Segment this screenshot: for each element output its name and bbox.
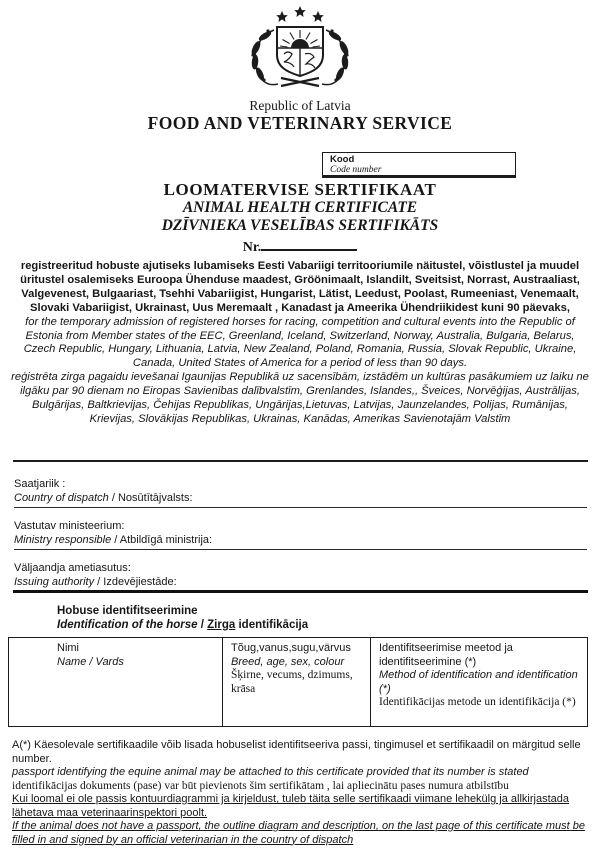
field-label-et: Väljaandja ametiasutus:: [14, 562, 131, 574]
fields-section: [14, 477, 587, 603]
col-breed-et: Tõug,vanus,sugu,värvus: [231, 642, 351, 654]
col-breed-lv: Šķirne, vecums, dzimums, krāsa: [231, 669, 353, 695]
horse-id-heading-sep: /: [197, 618, 208, 631]
field-label-en: Issuing authority: [14, 576, 95, 588]
horse-id-heading-sub: [57, 619, 308, 633]
nr-label: Nr.: [242, 240, 262, 255]
nr-blank-line: [261, 237, 357, 251]
field-label-sep: /: [108, 492, 118, 504]
stars: [276, 6, 323, 22]
preamble-lv: reģistrēta zirga pagaidu ievešanai Igaunijas Republikā uz sacensībām, izstādēm un kultūras pasākumiem uz laiku ne ilgāku par 90 dienam no Eiropas Savienības dalībvalstīm, Grenlandes, Islandes,, Šveices, Norvēģijas, Austrālijas, Bulgārijas, Baltkrievijas, Čehijas Republikas, Ungārijas,Lietuvas, Latvijas, Jaunzelandes, Polijas, Rumānijas, Krievijas, Slovākijas Republikas, Ukrainas, Kanādas, Amerikas Savienotajām Valstīm: [11, 371, 589, 425]
field-fill-line: [14, 533, 587, 550]
field-label-en: Ministry responsible: [14, 534, 112, 546]
footnote-en-passport: passport identifying the equine animal may be attached to this certificate provided that its number is stated: [12, 766, 529, 778]
title-en: ANIMAL HEALTH CERTIFICATE: [182, 199, 418, 216]
agency-title: FOOD AND VETERINARY SERVICE: [147, 113, 453, 133]
field-label-et: Vastutav ministeerium:: [14, 520, 125, 532]
footnote-en-no-passport: If the animal does not have a passport, the outline diagram and description, on the last page of this certificate must be filled in and signed by an official veterinarian in the country of dispatch: [12, 820, 585, 846]
col-name-en: Name / Vards: [57, 655, 124, 668]
field-issuing-authority: [14, 561, 587, 592]
table-header-row: [9, 638, 588, 727]
footnote-et-passport: A(*) Käesolevale sertifikaadile võib lisada hobuselist identifitseeriva passi, tingimusel et sertifikaadil on märgitud selle number.: [12, 739, 581, 765]
col-identification-method: [371, 638, 588, 727]
preamble-en: for the temporary admission of registered horses for racing, competition and cultural events into the Republic of Estonia from Member states of the EEC, Greenland, Iceland, Switzerland, Norway, Australia, Bulgaria, Belarus, Czech Republic, Hungary, Lithuania, Latvia, New Zealand, Poland, Romania, Russia, Slovak Republic, Ukraine, Canada, United States of America for a period of less than 90 days.: [23, 315, 577, 370]
field-label-sep: /: [111, 534, 120, 546]
oak-branch-left: [250, 29, 278, 84]
footnote-lv-passport: identifikācijas dokuments (pase) var būt pievienots šim sertifikātam , lai apliecinātu pases numura atbilstību: [12, 779, 509, 792]
preamble-et: registreeritud hobuste ajutiseks lubamiseks Eesti Vabariigi territooriumile näitustel, võistlustel ja muudel üritustel osalemiseks Euroopa Ühenduse maadest, Gröönimaalt, Islandilt, Sveitsist, Norrast, Austraaliast, Valgevenest, Bulgaariast, Tsehhi Vabariigist, Hungarist, Lätist, Leedust, Poolast, Rumeeniast, Venemaalt, Slovaki Vabariigist, Ukrainast, Uus Meremaalt , Kanadast ja Ameerika Ühendriikidest kuni 90 päevaks,: [20, 260, 580, 314]
field-label-lv: Atbildīgā ministrija:: [119, 534, 213, 546]
oak-branch-right: [322, 29, 350, 84]
field-ministry-responsible: [14, 519, 587, 550]
horse-id-heading-en: Identification of the horse: [57, 618, 198, 631]
horse-id-heading-et: Hobuse identifitseerimine: [57, 605, 198, 617]
horse-id-heading: [57, 605, 308, 632]
section-divider-top: [13, 460, 588, 462]
field-label-lv: Nosūtītājvalsts:: [117, 492, 193, 504]
section-divider-horse-id: [13, 590, 588, 593]
footnotes: [12, 739, 594, 847]
col-name-et: Nimi: [57, 642, 79, 654]
title-block: [0, 181, 600, 256]
title-et: LOOMATERVISE SERTIFIKAAT: [163, 180, 437, 199]
col-name: [9, 638, 223, 727]
field-country-of-dispatch: [14, 477, 587, 508]
horse-id-table: [8, 637, 588, 727]
country-name: Republic of Latvia: [249, 98, 351, 113]
latvia-coat-of-arms-icon: [237, 5, 363, 97]
title-lv: DZĪVNIEKA VESELĪBAS SERTIFIKĀTS: [161, 216, 439, 234]
code-label-et: Kood: [330, 154, 355, 165]
field-label-lv: Izdevējiestāde:: [103, 576, 177, 588]
field-label-et: Saatjariik :: [14, 478, 66, 490]
horse-id-heading-lv-rest: identifikācija: [235, 618, 309, 631]
col-method-lv: Identifikācijas metode un identifikācija (*): [379, 696, 576, 708]
field-fill-line: [14, 491, 587, 508]
code-number-box: [322, 152, 516, 178]
col-breed-age-sex-colour: [223, 638, 371, 727]
col-method-en: Method of identification and identification (*): [379, 669, 578, 695]
preamble: [9, 260, 591, 427]
horse-id-heading-lv-underlined: Zirga: [207, 618, 236, 631]
certificate-number-line: [0, 237, 600, 256]
col-breed-en: Breed, age, sex, colour: [231, 655, 345, 668]
code-label-en: Code number: [330, 165, 382, 175]
col-method-et: Identifitseerimise meetod ja identifitseerimine (*): [379, 642, 513, 668]
footnote-et-no-passport: Kui loomal ei ole passis kontuurdiagrammi ja kirjeldust, tuleb täita selle sertifikaadi viimane lehekülg ja allkirjastada lähetava maa veterinaarinspektori poolt.: [12, 793, 569, 819]
field-label-sep: /: [94, 576, 104, 588]
field-label-en: Country of dispatch: [14, 492, 109, 504]
